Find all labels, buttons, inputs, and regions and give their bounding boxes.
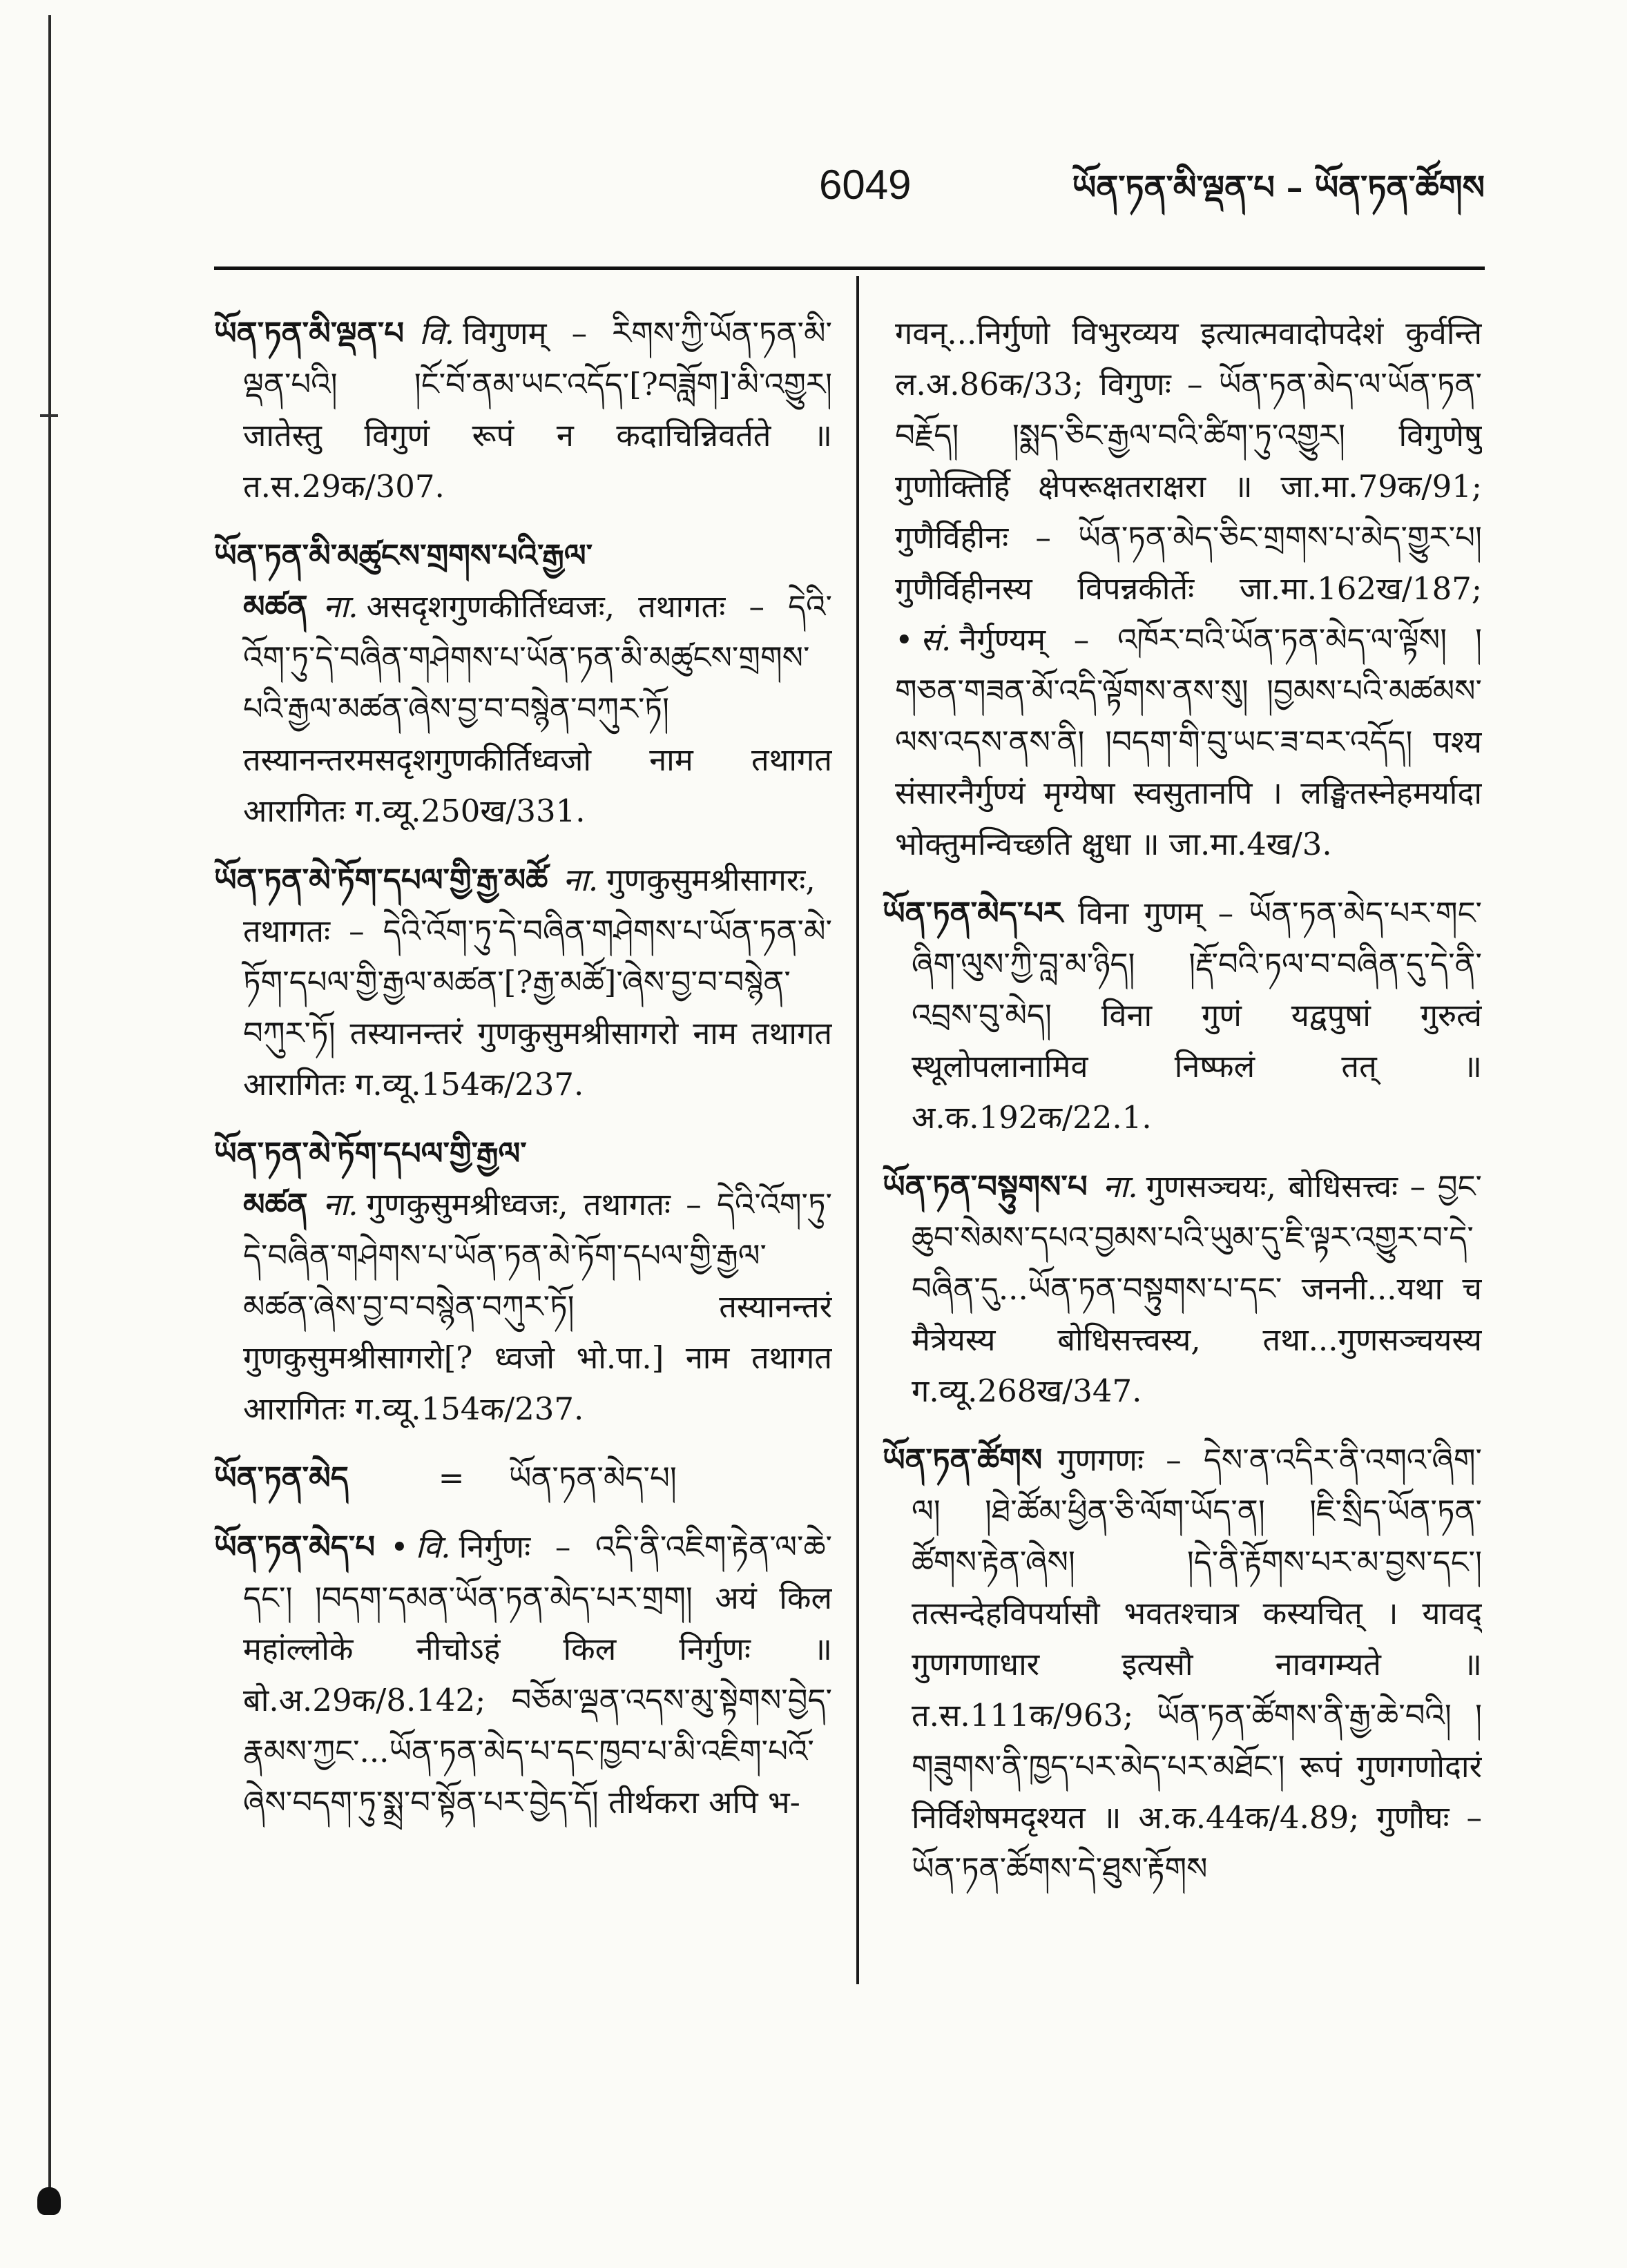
grammar-tag: ना. bbox=[322, 588, 358, 625]
continuation-text: गवन्...निर्गुणो विभुरव्यय इत्यात्मवादोपदेशं कुर्वन्ति ल.अ.86क/33; विगुणः – ཡོན་ཏན་མེད་ལ་ཡོན་ཏན་བརྗོད། །སྨད་ཅིང་རྒྱལ་བའི་ཚིག་ཏུ་འགྱུར། विगुणेषु गुणोक्तिर्हि क्षेपरूक्षतराक्षरा ॥ जा.मा.79क/91; गुणैर्विहीनः – ཡོན་ཏན་མེད་ཅིང་གྲགས་པ་མེད་གྱུར་པ། गुणैर्विहीनस्य विपन्नकीर्तेः जा.मा.162ख/187; bbox=[895, 315, 1482, 607]
column-divider bbox=[856, 276, 859, 1984]
cross-reference: ཡོན་ཏན་མེད་པ། bbox=[508, 1460, 677, 1496]
entry-headword: ཡོན་ཏན་མི་མཚུངས་གྲགས་པའི་རྒྱལ་མཚན bbox=[214, 537, 593, 625]
right-column bbox=[883, 308, 1482, 1993]
entry-headword: ཡོན་ཏན་མི་ལྡན་པ bbox=[214, 315, 405, 351]
dictionary-entry bbox=[883, 888, 1482, 1143]
entry-body: गुणगणः – དེས་ན་འདིར་ནི་འགའ་ཞིག་ལ། །ཐེ་ཚོམ་ཕྱིན་ཅི་ལོག་ཡོད་ན། །ཇི་སྲིད་ཡོན་ཏན་ཚོགས་རྟེན་ཞེས། །དེ་ནི་རྟོགས་པར་མ་བྱས་དང་། तत्सन्देहविपर्यासौ भवतश्चात्र कस्यचित् । यावद् गुणगणाधार इत्यसौ नावगम्यते ॥ त.स.111क/963; ཡོན་ཏན་ཚོགས་ནི་རྒྱ་ཆེ་བའི། །གཟུགས་ནི་ཁྱད་པར་མེད་པར་མཐོང་། रूपं गुणगणोदारं निर्विशेषमदृश्यत ॥ अ.क.44क/4.89; गुणौघः – ཡོན་ཏན་ཚོགས་དེ་ཐུས་རྟོགས bbox=[912, 1442, 1482, 1887]
dictionary-entry bbox=[214, 1522, 832, 1828]
entry-body: असदृशगुणकीर्तिध्वजः, तथागतः – དེའི་འོག་ཏུ་དེ་བཞིན་གཤེགས་པ་ཡོན་ཏན་མི་མཚུངས་གྲགས་པའི་རྒྱལ་མཚན་ཞེས་བྱ་བ་བསྙེན་བཀུར་ཏོ། तस्यानन्तरमसदृशगुणकीर्तिध्वजो नाम तथागत आरागितः ग.व्यू.250ख/331. bbox=[243, 588, 832, 829]
continuation-text: नैर्गुण्यम् – འཁོར་བའི་ཡོན་ཏན་མེད་ལ་ལྟོས། །གཅན་གཟན་མོ་འདི་ལྟོགས་ནས་སུ། །བྱམས་པའི་མཚམས་ལས་འདས་ནས་ནི། །བདག་གི་བུ་ཡང་ཟ་བར་འདོད། पश्य संसारनैर्गुण्यं मृग्येषा स्वसुतानपि । लङ्घितस्नेहमर्यादा भोक्तुमन्विच्छति क्षुधा ॥ जा.मा.4ख/3. bbox=[895, 621, 1482, 862]
grammar-tag: वि. bbox=[419, 315, 455, 351]
grammar-tag: सं. bbox=[920, 621, 952, 658]
scan-edge-line bbox=[48, 15, 51, 2200]
entry-body: निर्गुणः – འདི་ནི་འཇིག་རྟེན་ལ་ཆེ་དང་། །བདག་དམན་ཡོན་ཏན་མེད་པར་གྲག། अयं किल महांल्लोके नीचोऽहं किल निर्गुणः ॥ बो.अ.29क/8.142; བཅོམ་ལྡན་འདས་མུ་སྟེགས་བྱེད་རྣམས་ཀྱང་...ཡོན་ཏན་མེད་པ་དང་ཁྱབ་པ་མི་འཇིག་པའོ་ཞེས་བདག་ཏུ་སྨྲ་བ་སྟོན་པར་བྱེད་དོ། तीर्थकरा अपि भ- bbox=[243, 1529, 832, 1821]
entry-headword: ཡོན་ཏན་མེ་ཏོག་དཔལ་གྱི་རྒྱལ་མཚན bbox=[214, 1135, 527, 1223]
entry-headword: ཡོན་ཏན་ཚོགས bbox=[883, 1442, 1043, 1478]
dictionary-entry bbox=[883, 1435, 1482, 1894]
grammar-tag: ना. bbox=[322, 1186, 358, 1223]
left-column bbox=[214, 308, 832, 1993]
scan-edge-blob bbox=[37, 2187, 61, 2215]
entry-headword: ཡོན་ཏན་བསྟུགས་པ bbox=[883, 1168, 1088, 1205]
header-rule bbox=[214, 266, 1485, 270]
entry-headword: ཡོན་ཏན་མེད bbox=[214, 1460, 349, 1496]
entry-headword: ཡོན་ཏན་མེད་པ bbox=[214, 1529, 376, 1565]
scan-edge-tick bbox=[40, 414, 58, 417]
running-head: ཡོན་ཏན་མི་ལྡན་པ – ཡོན་ཏན་ཚོགས bbox=[1072, 168, 1485, 207]
entry-continuation bbox=[883, 308, 1482, 870]
entry-body: विना गुणम् – ཡོན་ཏན་མེད་པར་གང་ཞིག་ལུས་ཀྱི་བླ་མ་ཉིད། །རྡོ་བའི་ཏལ་བ་བཞིན་དུ་དེ་ནི་འབྲས་བུ་མེད། विना गुणं यद्वपुषां गुरुत्वं स्थूलोपलानामिव निष्फलं तत् ॥ अ.क.192क/22.1. bbox=[912, 895, 1482, 1136]
cross-reference-entry: ཡོན་ཏན་མེད = ཡོན་ཏན་མེད་པ། bbox=[214, 1460, 677, 1496]
grammar-tag: ना. bbox=[563, 862, 599, 898]
entry-body: गुणसञ्चयः, बोधिसत्त्वः – བྱང་ཆུབ་སེམས་དཔའ་བྱམས་པའི་ཡུམ་དུ་ཇི་ལྟར་འགྱུར་བ་དེ་བཞིན་དུ...ཡོན་ཏན་བསྟུགས་པ་དང་ जननी...यथा च मैत्रेयस्य बोधिसत्त्वस्य, तथा...गुणसञ्चयस्य ग.व्यू.268ख/347. bbox=[912, 1168, 1482, 1409]
dictionary-entry bbox=[214, 308, 832, 512]
grammar-tag: वि. bbox=[415, 1529, 451, 1565]
dictionary-entry bbox=[214, 855, 832, 1110]
entry-body: गुणकुसुमश्रीध्वजः, तथागतः – དེའི་འོག་ཏུ་དེ་བཞིན་གཤེགས་པ་ཡོན་ཏན་མེ་ཏོག་དཔལ་གྱི་རྒྱལ་མཚན་ཞེས་བྱ་བ་བསྙེན་བཀུར་ཏོ། तस्यानन्तरं गुणकुसुमश्रीसागरो[? ध्वजो भो.पा.] नाम तथागत आरागितः ग.व्यू.154क/237. bbox=[243, 1186, 832, 1427]
grammar-tag: ना. bbox=[1102, 1168, 1138, 1205]
dictionary-entry bbox=[214, 1128, 832, 1435]
page-number: 6049 bbox=[819, 162, 912, 208]
entry-body: गुणकुसुमश्रीसागरः, तथागतः – དེའི་འོག་ཏུ་དེ་བཞིན་གཤེགས་པ་ཡོན་ཏན་མེ་ཏོག་དཔལ་གྱི་རྒྱལ་མཚན་[?རྒྱ་མཚོ]་ཞེས་བྱ་བ་བསྙེན་བཀུར་ཏོ། तस्यानन्तरं गुणकुसुमश्रीसागरो नाम तथागत आरागितः ग.व्यू.154क/237. bbox=[243, 862, 832, 1103]
entry-headword: ཡོན་ཏན་མེད་པར bbox=[883, 895, 1063, 931]
dictionary-entry bbox=[883, 1161, 1482, 1417]
sense-bullet: • bbox=[895, 621, 914, 658]
sense-bullet: • bbox=[390, 1529, 409, 1565]
dictionary-entry bbox=[214, 530, 832, 837]
entry-body: विगुणम् – རིགས་ཀྱི་ཡོན་ཏན་མི་ལྡན་པའི། །ངོ་བོ་ནམ་ཡང་འདོད་[?བཟློག]་མི་འགྱུར། जातेस्तु विगुणं रूपं न कदाचिन्निवर्तते ॥ त.स.29क/307. bbox=[243, 315, 832, 505]
entry-headword: ཡོན་ཏན་མེ་ཏོག་དཔལ་གྱི་རྒྱ་མཚོ bbox=[214, 862, 548, 898]
